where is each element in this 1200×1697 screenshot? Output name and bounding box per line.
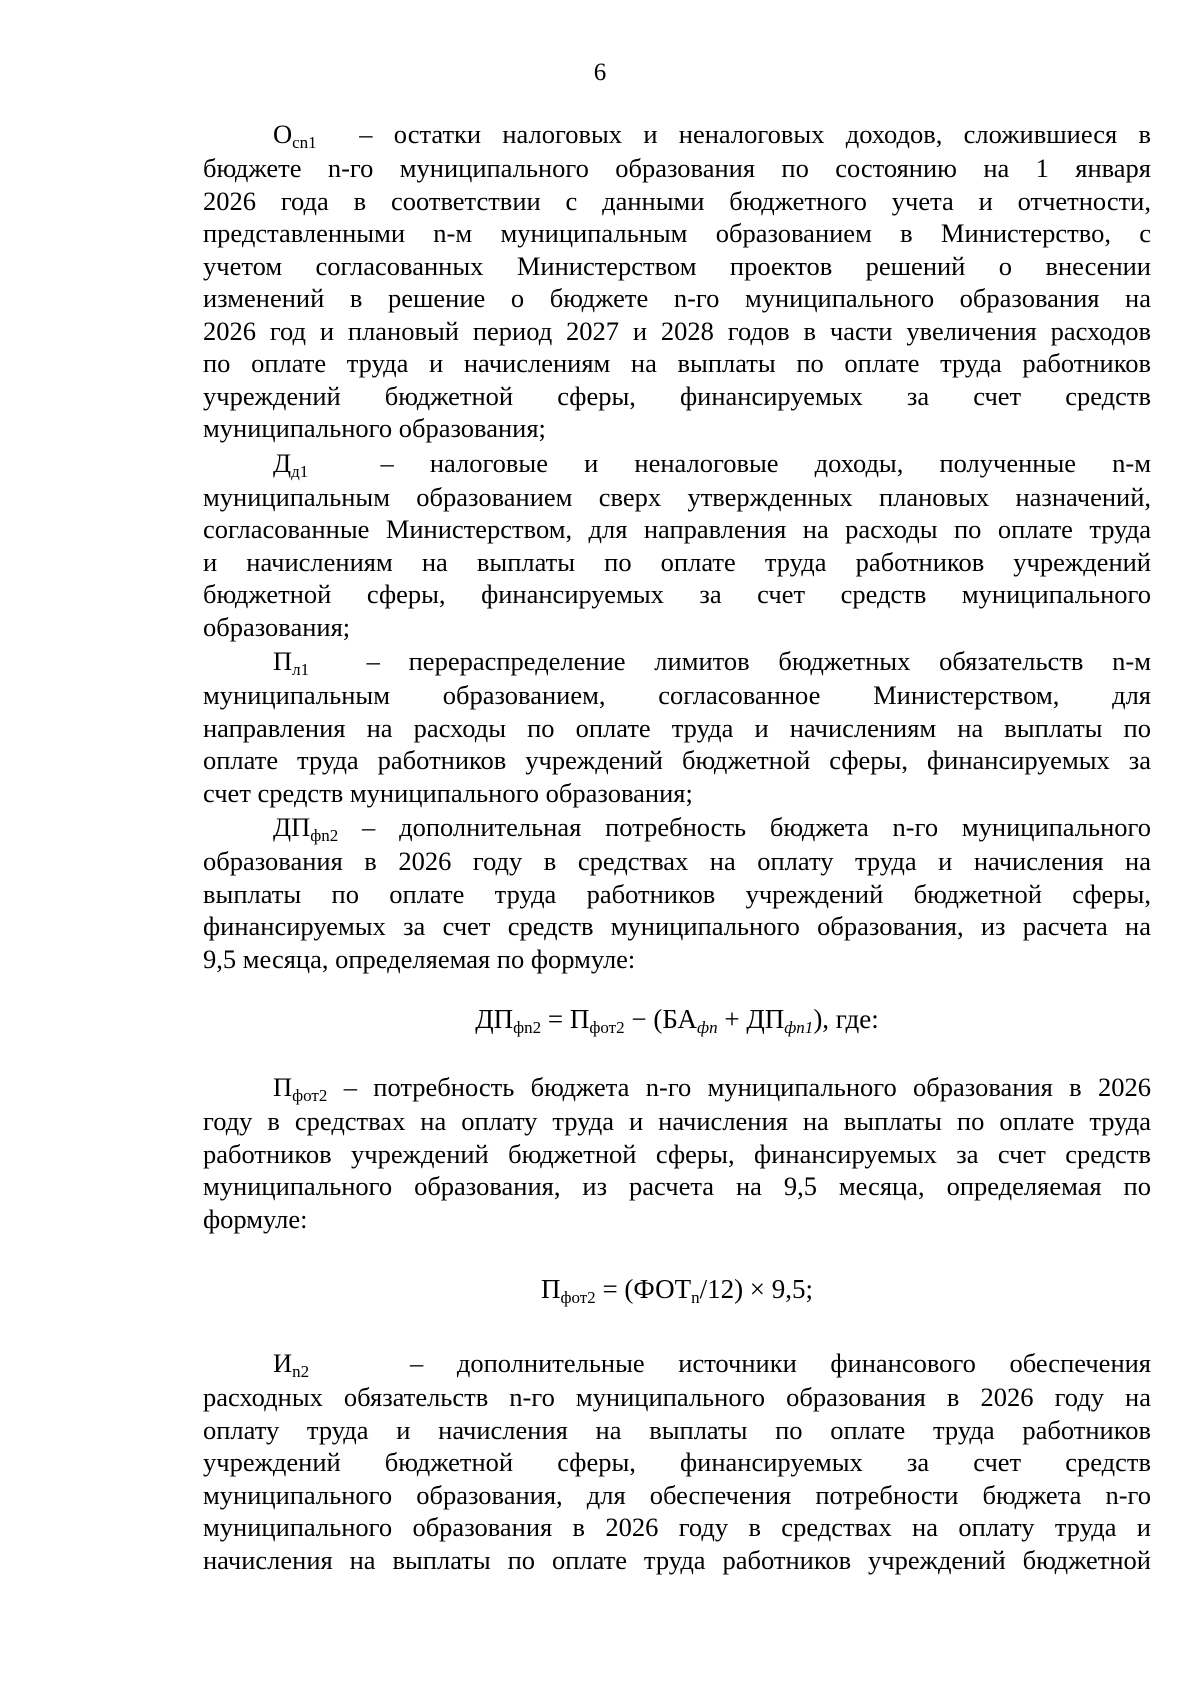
paragraph-line: начисления на выплаты по оплате труда работников учреждений бюджетной: [203, 1544, 1151, 1575]
paragraph-line: формуле:: [203, 1203, 308, 1234]
paragraph-line: оплату труда и начисления на выплаты по оплате труда работников: [203, 1414, 1151, 1445]
paragraph-line: по оплате труда и начислениям на выплаты по оплате труда работников: [203, 348, 1151, 378]
paragraph-line: муниципального образования, из расчета на 9,5 месяца, определяемая по: [203, 1171, 1151, 1201]
paragraph-line: $Д_{д1}$ – налоговые и неналоговые доходы, полученные n-м: [273, 447, 1151, 481]
paragraph-line: учреждений бюджетной сферы, финансируемых за счет средств: [203, 380, 1151, 411]
paragraph-line: бюджете n-го муниципального образования по состоянию на 1 января: [203, 153, 1151, 183]
symbol: $П_{л1}$: [273, 646, 310, 679]
symbol: $ДП_{фn2}$: [273, 812, 339, 845]
paragraph-line: муниципального образования, для обеспечения потребности бюджета n-го: [203, 1479, 1151, 1510]
paragraph-line: 9,5 месяца, определяемая по формуле:: [203, 943, 636, 974]
paragraph-line: муниципального образования в 2026 году в средствах на оплату труда и: [203, 1512, 1151, 1542]
paragraph-line: изменений в решение о бюджете n-го муниципального образования на: [203, 283, 1151, 313]
symbol: $П_{фот2}$: [273, 1072, 328, 1105]
paragraph-line: муниципальным образованием сверх утвержденных плановых назначений,: [203, 481, 1151, 512]
symbol: $Д_{д1}$: [273, 447, 309, 481]
formula: $П_{фот2} = (ФОТ_n/12) \times 9,5$;: [540, 1274, 814, 1307]
paragraph-line: работников учреждений бюджетной сферы, финансируемых за счет средств: [203, 1138, 1151, 1169]
paragraph-line: и начислениям на выплаты по оплате труда работников учреждений: [203, 546, 1151, 577]
paragraph-line: образования в 2026 году в средствах на оплату труда и начисления на: [203, 846, 1151, 876]
paragraph-line: направления на расходы по оплате труда и начислениям на выплаты по: [203, 712, 1151, 743]
definition-paragraph: [203, 445, 1151, 644]
paragraph-line: муниципального образования;: [203, 413, 546, 443]
definition-paragraph: [203, 1345, 1151, 1576]
paragraph-line: $П_{л1}$ – перераспределение лимитов бюджетных обязательств n-м: [273, 646, 1151, 679]
paragraph-line: муниципальным образованием, согласованное Министерством, для: [203, 680, 1151, 710]
definition-paragraph: [203, 116, 1151, 445]
formula: $ДП_{фn2} = П_{фот2} - (БА_{фn} + ДП_{фn1})$, где:: [475, 1004, 879, 1037]
definition-paragraph: [203, 1069, 1151, 1235]
symbol: $И_{n2}$: [273, 1348, 310, 1381]
document-body: [203, 116, 1151, 1576]
paragraph-line: 2026 год и плановый период 2027 и 2028 годов в части увеличения расходов: [203, 315, 1151, 346]
paragraph-line: счет средств муниципального образования;: [203, 777, 693, 808]
paragraph-line: $П_{фот2}$ – потребность бюджета n-го муниципального образования в 2026: [273, 1072, 1151, 1105]
paragraph-line: $ДП_{фn2}$ – дополнительная потребность бюджета n-го муниципального: [273, 812, 1151, 845]
paragraph-line: образования;: [203, 611, 351, 642]
paragraph-line: оплате труда работников учреждений бюджетной сферы, финансируемых за: [203, 745, 1151, 775]
paragraph-line: финансируемых за счет средств муниципального образования, из расчета на: [203, 911, 1151, 941]
page-number: 6: [593, 59, 607, 86]
paragraph-line: $И_{n2}$ – дополнительные источники финансового обеспечения: [273, 1348, 1151, 1381]
paragraph-line: расходных обязательств n-го муниципального образования в 2026 году на: [203, 1382, 1151, 1412]
paragraph-line: году в средствах на оплату труда и начисления на выплаты по оплате труда: [203, 1106, 1151, 1136]
paragraph-line: 2026 года в соответствии с данными бюджетного учета и отчетности,: [203, 185, 1151, 216]
definition-paragraph: [203, 643, 1151, 809]
paragraph-line: представленными n-м муниципальным образованием в Министерство, с: [203, 218, 1151, 248]
paragraph-line: $О_{cn1}$ – остатки налоговых и неналоговых доходов, сложившиеся в: [273, 119, 1152, 152]
paragraph-line: бюджетной сферы, финансируемых за счет средств муниципального: [203, 579, 1151, 609]
symbol: $О_{cn1}$: [273, 119, 317, 152]
paragraph-line: учреждений бюджетной сферы, финансируемых за счет средств: [203, 1447, 1151, 1477]
paragraph-line: выплаты по оплате труда работников учреждений бюджетной сферы,: [203, 878, 1151, 909]
paragraph-line: учетом согласованных Министерством проектов решений о внесении: [203, 250, 1151, 281]
definition-paragraph: [203, 809, 1151, 975]
paragraph-line: согласованные Министерством, для направления на расходы по оплате труда: [203, 514, 1151, 544]
